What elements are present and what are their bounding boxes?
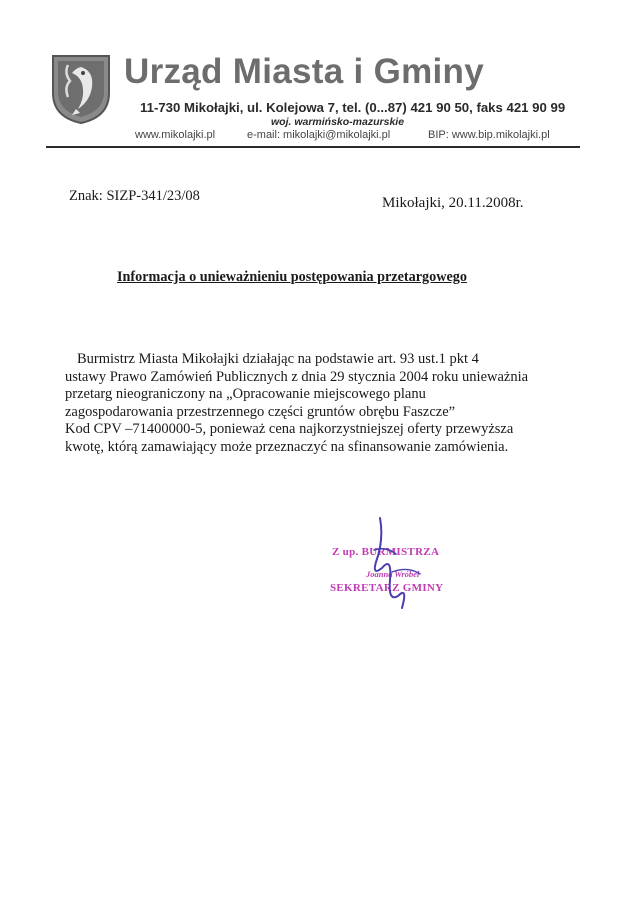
letter-subject: Informacja o unieważnieniu postępowania przetargowego (117, 269, 467, 285)
body-line: Burmistrz Miasta Mikołajki działając na podstawie art. 93 ust.1 pkt 4 (77, 351, 479, 367)
stamp-line-title: SEKRETARZ GMINY (330, 582, 444, 594)
org-region: woj. warmińsko-mazurskie (271, 116, 405, 128)
header-divider (46, 146, 580, 148)
bip-link[interactable]: BIP: www.bip.mikolajki.pl (428, 129, 550, 141)
letterhead (0, 0, 640, 160)
place-date: Mikołajki, 20.11.2008r. (382, 195, 524, 211)
fish-crest-icon (50, 53, 112, 125)
body-line: ustawy Prawo Zamówień Publicznych z dnia 29 stycznia 2004 roku unieważnia (65, 368, 529, 385)
email-link[interactable]: e-mail: mikolajki@mikolajki.pl (247, 129, 391, 141)
website-link[interactable]: www.mikolajki.pl (135, 129, 216, 141)
org-address: 11-730 Mikołajki, ul. Kolejowa 7, tel. (0...87) 421 90 50, faks 421 90 99 (140, 100, 566, 115)
stamp-line-name: Joanna Wróbel (366, 569, 420, 579)
stamp-line-authority: Z up. BURMISTRZA (332, 546, 440, 558)
body-line: Kod CPV –71400000-5, ponieważ cena najkorzystniejszej oferty przewyższa (65, 421, 514, 438)
body-line: przetarg nieograniczony na „Opracowanie miejscowego planu (65, 386, 426, 403)
reference-number: Znak: SIZP-341/23/08 (69, 188, 200, 204)
org-name: Urząd Miasta i Gminy (124, 52, 484, 91)
body-line: zagospodarowania przestrzennego części gruntów obrębu Faszcze” (65, 403, 456, 420)
body-line: kwotę, którą zamawiający może przeznaczyć na sfinansowanie zamówienia. (65, 438, 509, 455)
handwritten-signature (362, 510, 432, 620)
letter-body (65, 351, 585, 457)
